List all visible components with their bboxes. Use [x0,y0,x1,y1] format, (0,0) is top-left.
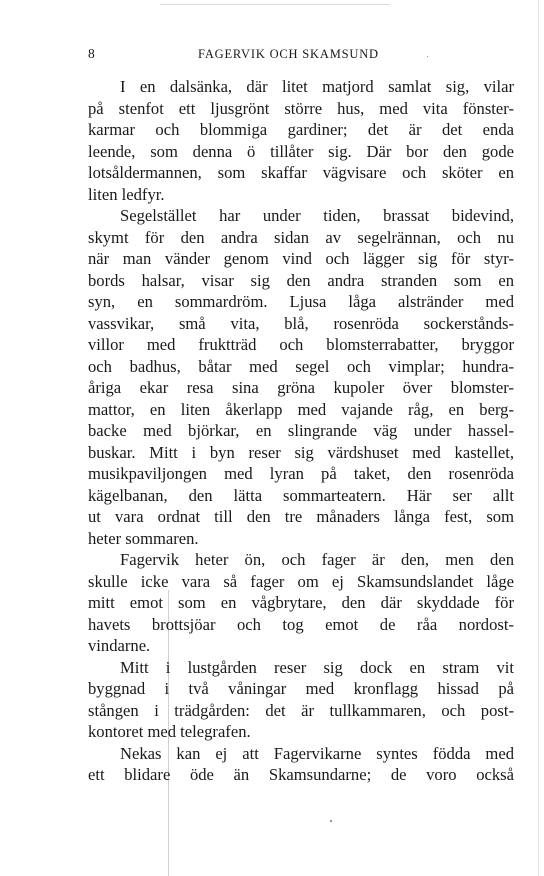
text-line: Fagervik heter ön, och fager är den, men den [120,550,514,569]
text-line: när man vänder genom vind och lägger sig för styr- [88,249,514,268]
text-line: syn, en sommardröm. Ljusa låga alstränder med [88,292,514,311]
text-line: buskar. Mitt i byn reser sig värdshuset med kastellet, [88,442,514,462]
text-line: bords halsar, visar sig den andra stranden som en [88,270,514,290]
text-line: och badhus, båtar med segel och vimplar; hundra- [88,356,514,376]
text-line: liten ledfyr. [88,184,165,204]
text-line: åriga ekar resa sina gröna kupoler över blomster- [88,378,514,397]
top-rule [160,4,390,5]
text-line: musikpaviljongen med lyran på taket, den rosenröda [88,464,514,483]
text-line: Nekas kan ej att Fagervikarne syntes födda med [120,743,514,763]
text-line: skulle icke vara så fager om ej Skamsundslandet låge [88,571,514,591]
text-line: karmar och blommiga gardiner; det är det enda [88,120,514,139]
text-line: vindarne. [88,636,151,655]
text-line: byggnad i två våningar med kronflagg hissad på [88,679,514,698]
text-line: Mitt i lustgården reser sig dock en stram vit [120,657,514,677]
page-edge [538,0,539,876]
text-line: vassvikar, små vita, blå, rosenröda sockerstånds- [88,313,514,333]
page-header [88,46,508,66]
text-line: ut vara ordnat till den tre månaders långa fest, som [88,507,514,526]
body-text [88,76,514,786]
text-line: lotsåldermannen, som skaffar vägvisare och sköter en [88,163,514,182]
text-line: villor med fruktträd och blomsterrabatter, bryggor [88,335,514,354]
text-line: I en dalsänka, där litet matjord samlat sig, vilar [120,77,514,96]
text-line: mitt emot som en vågbrytare, den där skyddade för [88,593,514,612]
page-number: 8 [88,46,96,61]
text-line: leende, som denna ö tillåter sig. Där bor den gode [88,141,514,161]
running-title: FAGERVIK OCH SKAMSUND [198,47,379,61]
print-speck [330,820,332,822]
text-line: heter sommaren. [88,528,199,548]
text-line: mattor, en liten åkerlapp med vajande råg, en berg- [88,399,514,419]
text-line: Segelstället har under tiden, brassat bidevind, [120,206,514,225]
text-line: backe med björkar, en slingrande väg under hassel- [88,421,514,440]
text-line: på stenfot ett ljusgrönt större hus, med vita fönster- [88,98,514,118]
text-line: kägelbanan, den lätta sommarteatern. Här ser allt [88,485,514,505]
text-line: skymt för den andra sidan av segelrännan, och nu [88,227,514,247]
text-line: kontoret med telegrafen. [88,722,251,741]
text-line: havets brottsjöar och tog emot de råa nordost- [88,614,514,634]
text-line: stången i trädgården: det är tullkammaren, och post- [88,700,514,720]
text-line: ett blidare öde än Skamsundarne; de voro också [88,765,514,784]
